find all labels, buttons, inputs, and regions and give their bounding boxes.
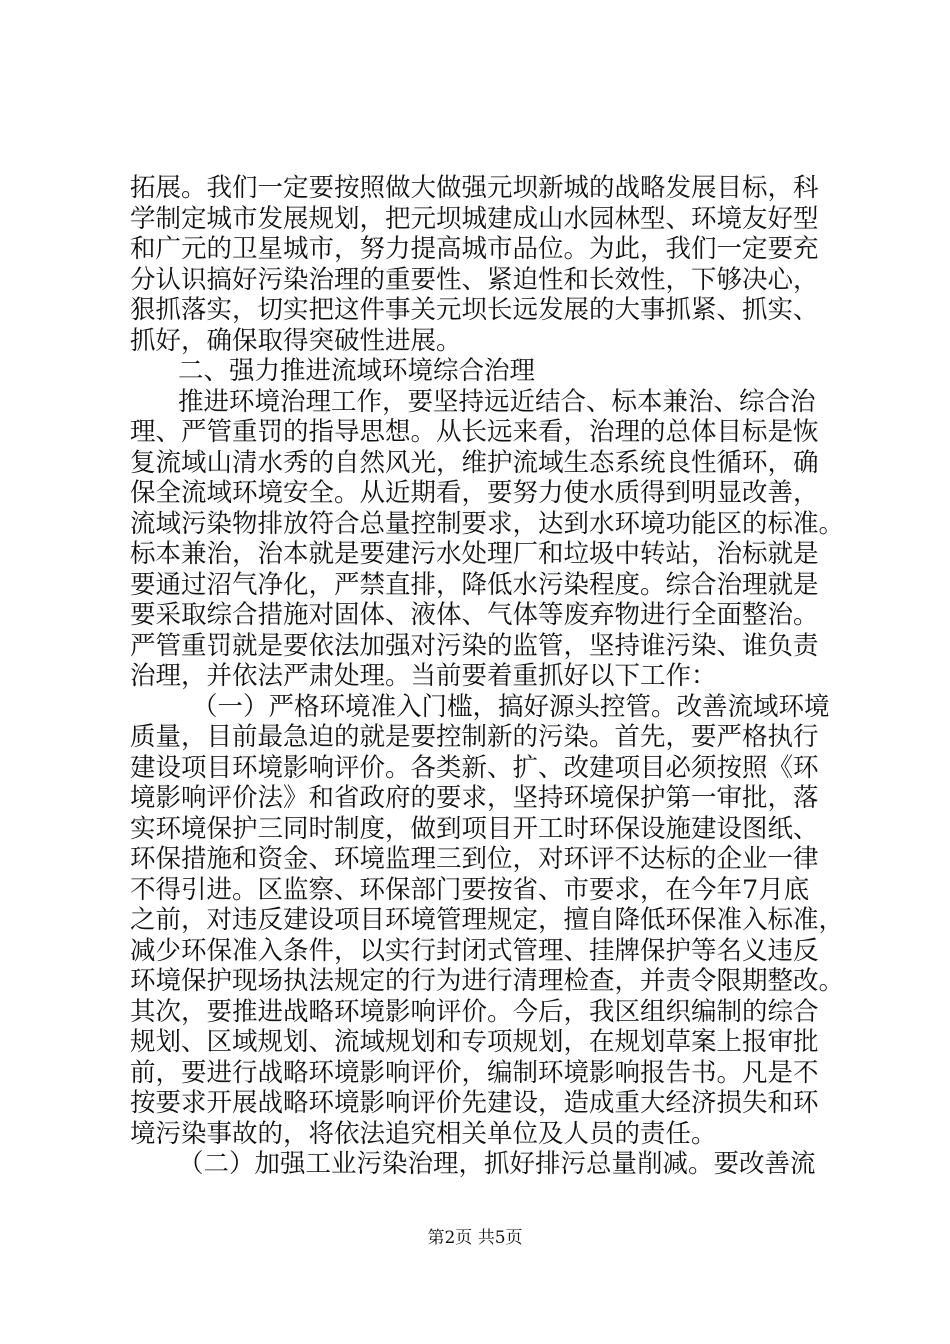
body-text-line: 严管重罚就是要依法加强对污染的监管，坚持谁污染、谁负责 [130, 631, 819, 661]
section-heading: 二、强力推进流域环境综合治理 [178, 356, 536, 386]
body-text-line: 流域污染物排放符合总量控制要求，达到水环境功能区的标准。 [130, 509, 845, 539]
body-text-line: 狠抓落实，切实把这件事关元坝长远发展的大事抓紧、抓实、 [130, 295, 819, 325]
body-text-line: 和广元的卫星城市，努力提高城市品位。为此，我们一定要充 [130, 234, 819, 264]
body-text-line: 建设项目环境影响评价。各类新、扩、改建项目必须按照《环 [130, 753, 819, 783]
body-text-line: 治理，并依法严肃处理。当前要着重抓好以下工作： [130, 661, 717, 691]
body-text-line: 理、严管重罚的指导思想。从长远来看，治理的总体目标是恢 [130, 417, 819, 447]
body-text-line: 质量，目前最急迫的就是要控制新的污染。首先，要严格执行 [130, 722, 819, 752]
body-text-line: 学制定城市发展规划，把元坝城建成山水园林型、环境友好型 [130, 204, 819, 234]
body-text-line: 抓好，确保取得突破性进展。 [130, 326, 462, 356]
subsection-heading-line: （二）加强工业污染治理，抓好排污总量削减。要改善流 [178, 1149, 816, 1179]
body-text-line: 实环境保护三同时制度，做到项目开工时环保设施建设图纸、 [130, 814, 819, 844]
body-text-line: 环境保护现场执法规定的行为进行清理检查，并责令限期整改。 [130, 966, 845, 996]
body-text-line: 境影响评价法》和省政府的要求，坚持环境保护第一审批，落 [130, 783, 819, 813]
body-text-line: 其次，要推进战略环境影响评价。今后，我区组织编制的综合 [130, 997, 819, 1027]
body-text-line: 拓展。我们一定要按照做大做强元坝新城的战略发展目标，科 [130, 173, 819, 203]
subsection-heading-line: （一）严格环境准入门槛，搞好源头控管。改善流域环境 [192, 692, 830, 722]
body-text-line: 规划、区域规划、流域规划和专项规划，在规划草案上报审批 [130, 1027, 819, 1057]
body-text-line: 之前，对违反建设项目环境管理规定，擅自降低环保准入标准， [130, 905, 845, 935]
page-number-footer: 第2页 共5页 [427, 1228, 523, 1248]
body-text-line: 推进环境治理工作，要坚持远近结合、标本兼治、综合治 [178, 387, 816, 417]
body-text-line: 环保措施和资金、环境监理三到位，对环评不达标的企业一律 [130, 844, 819, 874]
body-text-line: 要采取综合措施对固体、液体、气体等废弃物进行全面整治。 [130, 600, 819, 630]
body-text-line: 保全流域环境安全。从近期看，要努力使水质得到明显改善， [130, 478, 819, 508]
body-text-line: 前，要进行战略环境影响评价，编制环境影响报告书。凡是不 [130, 1058, 819, 1088]
body-text-line: 按要求开展战略环境影响评价先建设，造成重大经济损失和环 [130, 1088, 819, 1118]
body-text-line: 分认识搞好污染治理的重要性、紧迫性和长效性，下够决心， [130, 265, 819, 295]
body-text-line: 要通过沼气净化，严禁直排，降低水污染程度。综合治理就是 [130, 570, 819, 600]
body-text-line: 复流域山清水秀的自然风光，维护流域生态系统良性循环，确 [130, 448, 819, 478]
body-text-line: 标本兼治，治本就是要建污水处理厂和垃圾中转站，治标就是 [130, 539, 819, 569]
body-text-line: 不得引进。区监察、环保部门要按省、市要求，在今年7月底 [130, 875, 810, 905]
body-text-line: 境污染事故的，将依法追究相关单位及人员的责任。 [130, 1119, 717, 1149]
body-text-line: 减少环保准入条件，以实行封闭式管理、挂牌保护等名义违反 [130, 936, 819, 966]
